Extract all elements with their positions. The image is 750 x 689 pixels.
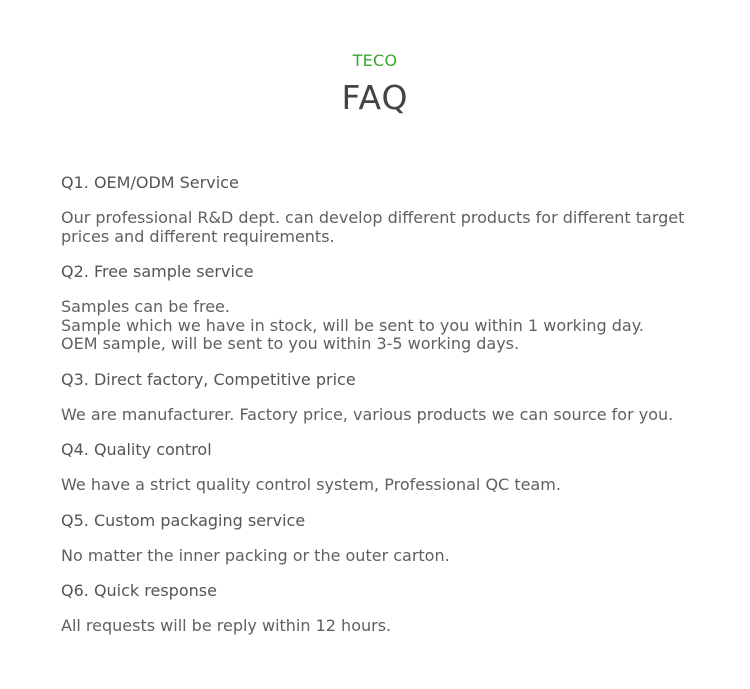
faq-answer-4-line-1: We have a strict quality control system, Professional QC team. [61, 475, 561, 494]
faq-answer-5-line-1: No matter the inner packing or the outer carton. [61, 545, 450, 565]
page-header [0, 50, 750, 118]
faq-question-2: Q2. Free sample service [61, 262, 254, 281]
faq-answer-6 [61, 617, 691, 636]
faq-item-4 [61, 439, 691, 495]
faq-question-5: Q5. Custom packaging service [61, 510, 306, 530]
faq-question-6: Q6. Quick response [61, 581, 217, 600]
faq-question-1: Q1. OEM/ODM Service [61, 173, 239, 192]
faq-answer-2-line-1: Samples can be free. [61, 297, 230, 316]
faq-answer-2 [61, 298, 691, 354]
page-title: FAQ [341, 78, 409, 117]
faq-question-4: Q4. Quality control [61, 440, 212, 459]
faq-item-2 [61, 261, 691, 354]
faq-item-5 [61, 510, 691, 566]
faq-answer-3-line-1: We are manufacturer. Factory price, various products we can source for you. [61, 404, 674, 424]
faq-list [61, 172, 691, 651]
faq-answer-1 [61, 209, 691, 246]
brand-label: TECO [352, 51, 398, 70]
faq-answer-1-line-1: Our professional R&D dept. can develop different products for different target prices and different requirements. [61, 208, 685, 246]
faq-item-6 [61, 580, 691, 636]
faq-item-1 [61, 172, 691, 246]
faq-answer-2-line-3: OEM sample, will be sent to you within 3-5 working days. [61, 334, 520, 353]
faq-answer-2-line-2: Sample which we have in stock, will be sent to you within 1 working day. [61, 315, 645, 335]
faq-answer-5 [61, 547, 691, 566]
faq-answer-3 [61, 406, 691, 425]
faq-question-3: Q3. Direct factory, Competitive price [61, 369, 356, 389]
faq-item-3 [61, 369, 691, 425]
faq-answer-4 [61, 476, 691, 495]
faq-answer-6-line-1: All requests will be reply within 12 hours. [61, 616, 392, 635]
